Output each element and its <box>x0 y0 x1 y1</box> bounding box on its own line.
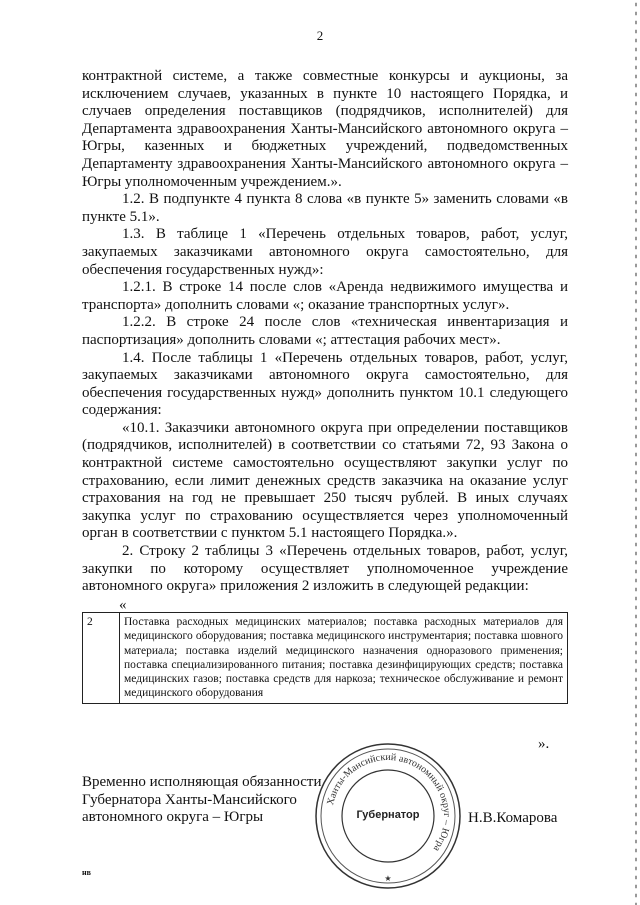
signatory-name: Н.В.Комарова <box>468 810 558 826</box>
official-seal <box>312 740 464 892</box>
table-row <box>83 613 568 704</box>
signatory-title-line: Губернатора Ханты-Мансийского <box>82 791 297 808</box>
paragraph-1-3: 1.3. В таблице 1 «Перечень отдельных товаров, работ, услуг, закупаемых заказчиками автономного округа самостоятельно, для обеспечения государственных нужд»: <box>82 226 568 278</box>
scan-edge-dots <box>634 0 638 905</box>
paragraph-1-2: 1.2. В подпункте 4 пункта 8 слова «в пункте 5» заменить словами «в пункте 5.1». <box>82 191 568 225</box>
footer-mark: нв <box>82 868 91 877</box>
paragraph-2: 2. Строку 2 таблицы 3 «Перечень отдельных товаров, работ, услуг, закупки по которому осуществляет уполномоченное учреждение автономного округа» приложения 2 изложить в следующей редакции: <box>82 543 568 595</box>
quote-close: ». <box>538 736 550 752</box>
paragraph-continuation: контрактной системе, а также совместные конкурсы и аукционы, за исключением случаев, указанных в пункте 10 настоящего Порядка, и случаев определения поставщиков (подрядчиков, исполнителей) для Департамента здравоохранения Ханты-Мансийского автономного округа – Югры, казенных и бюджетных учреждений, подведомственных Департаменту здравоохранения Ханты-Мансийского автономного округа – Югры уполномоченным учреждением.». <box>82 68 568 190</box>
seal-ring-text: Ханты-Мансийский автономный округ – Югра <box>325 751 453 854</box>
paragraph-1-2-1: 1.2.1. В строке 14 после слов «Аренда недвижимого имущества и транспорта» дополнить словами «; оказание транспортных услуг». <box>82 279 568 313</box>
page-number: 2 <box>316 28 324 43</box>
paragraph-1-4: 1.4. После таблицы 1 «Перечень отдельных товаров, работ, услуг, закупаемых заказчиками автономного округа самостоятельно, для обеспечения государственных нужд» дополнить пунктом 10.1 следующего содержания: <box>82 349 568 419</box>
quote-open: « <box>119 597 127 613</box>
table-row-text: Поставка расходных медицинских материалов; поставка расходных материалов для медицинского оборудования; поставка медицинского инструментария; поставка шовного материала; поставка изделий медицинского назначения одноразового применения; поставка специализированного питания; поставка дезинфицирующих средств; поставка медицинских газов; поставка средств для наркоза; техническое обслуживание и ремонт медицинского оборудования <box>120 613 568 704</box>
signatory-title-line: Временно исполняющая обязанности <box>82 774 322 790</box>
paragraph-10-1: «10.1. Заказчики автономного округа при определении поставщиков (подрядчиков, исполнителей) в соответствии со статьями 72, 93 Закона о контрактной системе самостоятельно осуществляют закупки услуг по страхованию, если лимит денежных средств заказчика на оказание услуг страхования на год не превышает 250 тысяч рублей. В иных случаях закупка услуг по страхованию осуществляется через уполномоченный орган в соответствии с пунктом 5.1 настоящего Порядка.». <box>82 419 568 542</box>
seal-star-icon: ★ <box>384 874 392 883</box>
body-text <box>82 68 568 596</box>
signatory-title <box>82 774 322 827</box>
replacement-table <box>82 612 568 704</box>
paragraph-1-2-2: 1.2.2. В строке 24 после слов «техническая инвентаризация и паспортизация» дополнить словами «; аттестация рабочих мест». <box>82 314 568 348</box>
signatory-title-line: автономного округа – Югры <box>82 809 264 826</box>
seal-center-text: Губернатор <box>356 809 420 821</box>
table-row-number: 2 <box>83 613 120 704</box>
